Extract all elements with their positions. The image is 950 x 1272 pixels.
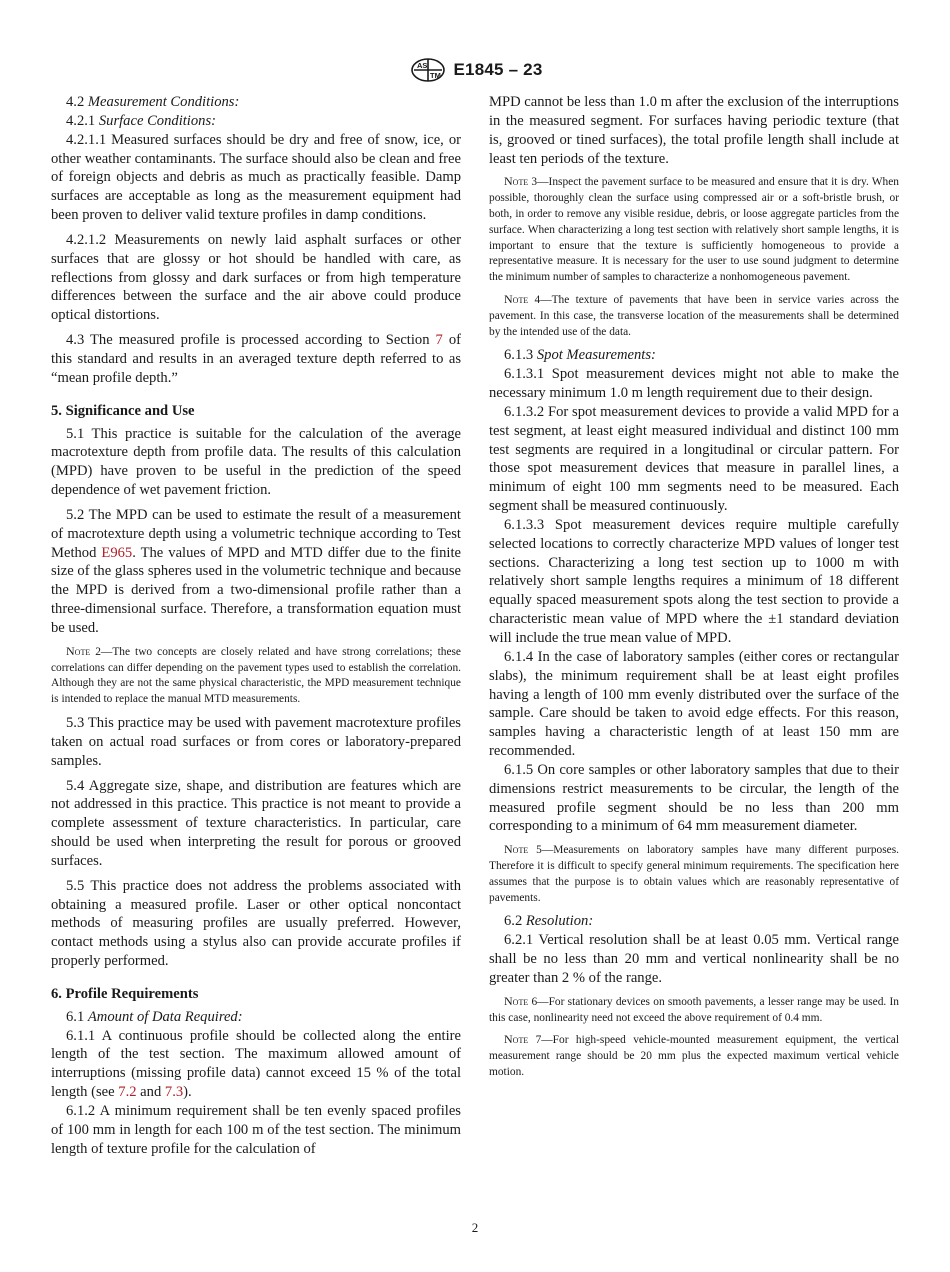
section-4-2-heading: 4.2 Measurement Conditions: xyxy=(66,94,240,110)
note-5: Note 5—Measurements on laboratory samples have many different purposes. Therefore it is difficult to specify general minimum requirements. The specification here assumes that the purpose is to obtain values which are reasonably representative of pavements. xyxy=(489,842,899,904)
note-6: Note 6—For stationary devices on smooth pavements, a lesser range may be used. In this case, nonlinearity need not exceed the above requirement of 0.4 mm. xyxy=(489,993,899,1024)
paragraph-5-5: 5.5 This practice does not address the problems associated with obtaining a measured profile. Laser or other optical noncontact methods of measuring profiles are usually preferred. However, contact methods using a stylus also can provide accurate profiles if properly performed. xyxy=(51,877,461,970)
right-column xyxy=(489,93,899,1087)
paragraph-6-1-2-continued: MPD cannot be less than 1.0 m after the exclusion of the interruptions in the measured segment. For surfaces having periodic texture (that is, grooved or tined surfaces), the total profile length shall include at least ten periods of the texture. xyxy=(489,94,899,167)
svg-text:AS: AS xyxy=(416,61,427,70)
e965-link[interactable]: E965 xyxy=(101,544,133,561)
paragraph-6-1-2: 6.1.2 A minimum requirement shall be ten evenly spaced profiles of 100 mm in length for each 100 m of the test section. The minimum length of texture profile for the calculation of xyxy=(51,1103,461,1157)
paragraph-5-3: 5.3 This practice may be used with pavement macrotexture profiles taken on actual road surfaces or from cores or laboratory-prepared samples. xyxy=(51,714,461,769)
paragraph-6-1-5: 6.1.5 On core samples or other laboratory samples that due to their dimensions restrict measurements to be circular, the length of the measured profile segment should be no less than 200 mm corresponding to a minimum of 64 mm measurement diameter. xyxy=(489,761,899,835)
paragraph-4-2-1-1: 4.2.1.1 Measured surfaces should be dry and free of snow, ice, or other weather contaminants. The surface should also be clean and free of foreign objects and debris as much as practically feasible. Damp surfaces are acceptable as long as the measurement equipment had been proven to deliver valid texture profiles in damp conditions. xyxy=(51,131,461,224)
paragraph-6-2-1: 6.2.1 Vertical resolution shall be at least 0.05 mm. Vertical range shall be no less than 20 mm and vertical nonlinearity shall be no greater than 2 % of the range. xyxy=(489,932,899,986)
paragraph-5-4: 5.4 Aggregate size, shape, and distribution are features which are not addressed in this practice. This practice is not meant to provide a complete assessment of texture characteristics. In particular, care should be used when interpreting the result for porous or grooved surfaces. xyxy=(51,777,461,869)
page-header xyxy=(0,56,950,84)
document-designation: E1845 – 23 xyxy=(453,60,543,79)
note-4: Note 4—The texture of pavements that have been in service varies across the pavement. In this case, the transverse location of the measurements shall be determined by the intended use of the data. xyxy=(489,291,899,338)
paragraph-4-3: 4.3 The measured profile is processed according to Section 7 of this standard and results in an averaged texture depth referred to as “mean profile depth.” xyxy=(51,332,461,386)
section-7-link[interactable]: 7 xyxy=(435,332,443,349)
paragraph-6-1-4: 6.1.4 In the case of laboratory samples (either cores or rectangular slabs), the minimum requirement shall be at least eight profiles having a length of 100 mm evenly distributed over the surface of the sample. Care should be taken to avoid edge effects. For this reason, samples having a characteristic length of at least 150 mm are recommended. xyxy=(489,648,899,760)
note-7: Note 7—For high-speed vehicle-mounted measurement equipment, the vertical measurement range should be 20 mm plus the expected maximum vertical vehicle motion. xyxy=(489,1032,899,1079)
page-number: 2 xyxy=(471,1220,479,1235)
paragraph-5-1: 5.1 This practice is suitable for the calculation of the average macrotexture depth from profile data. The results of this calculation (MPD) have proven to be useful in the prediction of the speed dependence of wet pavement friction. xyxy=(51,425,461,499)
note-2: Note 2—The two concepts are closely related and have strong correlations; these correlations can differ depending on the pavement types used to establish the correlation. Although they are not the same physical characteristic, the MPD measurement technique is intended to replace the manual MTD measurements. xyxy=(51,643,461,706)
section-6-2-heading: 6.2 Resolution: xyxy=(504,913,594,930)
paragraph-5-2: 5.2 The MPD can be used to estimate the result of a measurement of macrotexture depth using a volumetric technique according to Test Method E965. The values of MPD and MTD differ due to the finite size of the glass spheres used in the volumetric technique and because the MPD is derived from a two-dimensional profile rather than a three-dimensional surface. Therefore, a transformation equation must be used. xyxy=(51,506,461,636)
section-7-3-link[interactable]: 7.3 xyxy=(164,1084,184,1101)
paragraph-6-1-3-2: 6.1.3.2 For spot measurement devices to provide a valid MPD for a test segment, at least eight measured individual and distinct 100 mm test segments are required in a longitudinal or circular pattern. For those spot measurement devices that measure in parallel lines, a minimum of eight 100 mm segments need to be measured. Each segment shall be measured continuously. xyxy=(489,403,899,515)
section-5-heading: 5. Significance and Use xyxy=(51,402,195,419)
astm-logo-icon xyxy=(408,56,448,84)
paragraph-6-1-3-3: 6.1.3.3 Spot measurement devices require multiple carefully selected locations to correctly characterize MPD values of longer test sections. Characterizing a long test section up to 1000 m with relatively short sample lengths requires a minimum of 18 different equally spaced measurement spots along the test section to provide a characteristic mean value of MPD where the ±1 standard deviation will include the true mean value of MPD. xyxy=(489,516,899,646)
note-3: Note 3—Inspect the pavement surface to be measured and ensure that it is dry. When possible, thoroughly clean the surface using compressed air or a soft-bristle brush, or both, in order to remove any visible residue, debris, or loose aggregate particles from the surface. When characterizing a long test section with relatively short sample lengths, it is important to ensure that the texture is sufficiently homogeneous to provide a representative measure. It is necessary for the user to use sound judgment to determine the minimum number of samples to characterize a nonhomogeneous pavement. xyxy=(489,174,899,284)
section-7-2-link[interactable]: 7.2 xyxy=(118,1084,137,1101)
section-6-1-heading: 6.1 Amount of Data Required: xyxy=(66,1008,243,1025)
section-4-2-1-heading: 4.2.1 Surface Conditions: xyxy=(66,112,216,129)
paragraph-4-2-1-2: 4.2.1.2 Measurements on newly laid asphalt surfaces or other surfaces that are glossy or hot should be handled with care, as reflections from glossy and dark surfaces or from high temperature differences between the surface and the air above could produce optical distortions. xyxy=(51,231,461,324)
section-6-1-3-heading: 6.1.3 Spot Measurements: xyxy=(504,347,656,364)
paragraph-6-1-1: 6.1.1 A continuous profile should be collected along the entire length of the test section. The maximum allowed amount of interruptions (missing profile data) cannot exceed 15 % of the total length (see 7.2 and 7.3). xyxy=(51,1027,461,1101)
section-6-heading: 6. Profile Requirements xyxy=(51,985,199,1002)
svg-text:TM: TM xyxy=(429,71,441,80)
left-column xyxy=(51,93,461,1159)
paragraph-6-1-3-1: 6.1.3.1 Spot measurement devices might not able to make the necessary minimum 1.0 m length requirement due to their design. xyxy=(489,366,899,402)
